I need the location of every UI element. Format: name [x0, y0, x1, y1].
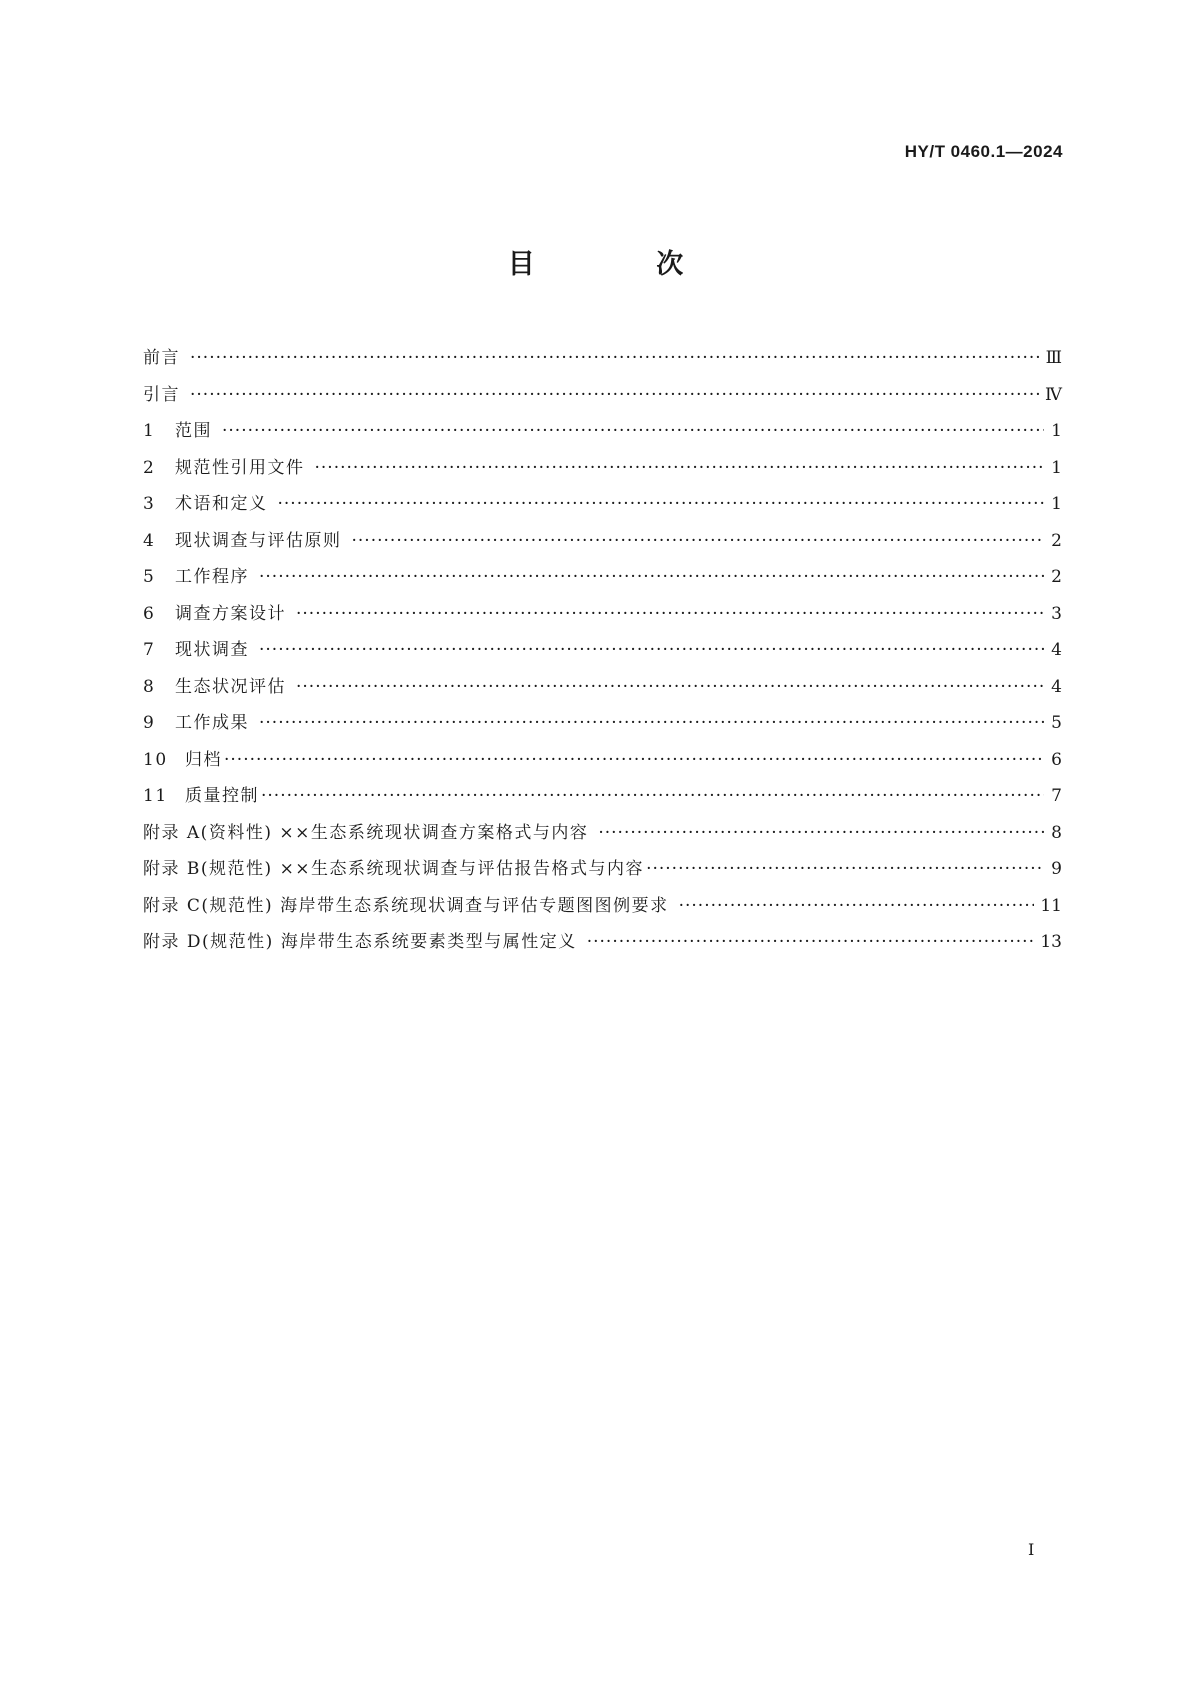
toc-entry-title: 附录 D(规范性) 海岸带生态系统要素类型与属性定义 — [143, 932, 577, 952]
toc-entry-label — [143, 632, 249, 669]
dot-leader — [296, 669, 1044, 706]
toc-entry-number: 2 — [143, 457, 156, 478]
dot-leader — [679, 888, 1035, 925]
toc-entry-title: 调查方案设计 — [175, 603, 286, 624]
toc-entry-page: Ⅳ — [1045, 384, 1062, 405]
toc-entry-number: 1 — [143, 421, 156, 441]
toc-entry-appendix-c[interactable] — [143, 888, 1062, 925]
toc-entry-page: Ⅲ — [1045, 348, 1062, 368]
toc-entry-number: 7 — [143, 640, 156, 660]
toc-entry-10[interactable] — [143, 742, 1062, 779]
toc-entry-label — [143, 523, 342, 560]
toc-entry-page: 7 — [1051, 786, 1062, 806]
toc-entry-page: 3 — [1051, 603, 1062, 624]
toc-entry-page: 1 — [1051, 421, 1062, 441]
toc-entry-page: 2 — [1051, 530, 1062, 551]
toc-entry-number: 6 — [143, 603, 156, 624]
toc-entry-page: 11 — [1040, 895, 1062, 916]
page-title: 目 次 — [507, 249, 740, 280]
toc-entry-6[interactable] — [143, 596, 1062, 633]
toc-entry-appendix-a[interactable] — [143, 815, 1062, 852]
dot-leader — [587, 924, 1035, 961]
toc-entry-1[interactable] — [143, 413, 1062, 450]
toc-entry-number: 10 — [143, 749, 168, 770]
toc-entry-page: 4 — [1051, 640, 1062, 660]
dot-leader — [259, 632, 1044, 669]
toc-entry-number: 3 — [143, 494, 156, 514]
toc-entry-page: 9 — [1051, 859, 1062, 879]
toc-entry-label — [143, 413, 212, 450]
toc-entry-page: 1 — [1051, 494, 1062, 514]
toc-entry-label — [143, 559, 249, 596]
dot-leader — [598, 815, 1044, 852]
toc-entry-number: 8 — [143, 676, 156, 697]
toc-entry-title: 质量控制 — [185, 786, 259, 806]
toc-entry-page: 8 — [1051, 822, 1062, 843]
toc-entry-label — [143, 705, 249, 742]
toc-entry-title: 术语和定义 — [175, 494, 268, 514]
dot-leader — [296, 596, 1044, 633]
toc-entry-title: 现状调查 — [175, 640, 249, 660]
standard-code: HY/T 0460.1—2024 — [904, 142, 1063, 161]
toc-entry-label — [143, 778, 259, 815]
dot-leader — [352, 523, 1045, 560]
toc-entry-label — [143, 450, 305, 487]
dot-leader — [259, 559, 1044, 596]
toc-entry-title: 附录 B(规范性) ××生态系统现状调查与评估报告格式与内容 — [143, 859, 645, 879]
toc-entry-2[interactable] — [143, 450, 1062, 487]
toc-entry-title: 工作成果 — [175, 713, 249, 733]
toc-entry-page: 1 — [1051, 457, 1062, 478]
toc-entry-title: 附录 A(资料性) ××生态系统现状调查方案格式与内容 — [143, 822, 589, 843]
toc-entry-title: 范围 — [175, 421, 212, 441]
toc-entry-number: 5 — [143, 567, 156, 587]
toc-entry-appendix-d[interactable] — [143, 924, 1062, 961]
toc-entry-8[interactable] — [143, 669, 1062, 706]
toc-entry-label — [143, 486, 268, 523]
toc-entry-title: 引言 — [143, 384, 180, 405]
toc-entry-title: 附录 C(规范性) 海岸带生态系统现状调查与评估专题图图例要求 — [143, 895, 669, 916]
toc-entry-introduction[interactable] — [143, 377, 1062, 414]
dot-leader — [315, 450, 1045, 487]
toc-entry-page: 2 — [1051, 567, 1062, 587]
toc-entry-page: 4 — [1051, 676, 1062, 697]
toc-entry-appendix-b[interactable] — [143, 851, 1062, 888]
dot-leader — [222, 413, 1044, 450]
dot-leader — [646, 851, 1044, 888]
toc-entry-9[interactable] — [143, 705, 1062, 742]
toc-entry-7[interactable] — [143, 632, 1062, 669]
toc-entry-preface[interactable] — [143, 340, 1062, 377]
toc-entry-page: 6 — [1051, 749, 1062, 770]
toc-entry-label — [143, 669, 286, 706]
page-number: Ⅰ — [1028, 1540, 1035, 1559]
dot-leader — [190, 377, 1039, 414]
toc-entry-title: 归档 — [185, 749, 222, 770]
toc-entry-label — [143, 742, 222, 779]
toc-entry-title: 前言 — [143, 348, 180, 368]
dot-leader — [278, 486, 1045, 523]
toc-entry-4[interactable] — [143, 523, 1062, 560]
toc-entry-5[interactable] — [143, 559, 1062, 596]
toc-entry-number: 9 — [143, 713, 156, 733]
toc-entry-3[interactable] — [143, 486, 1062, 523]
toc-entry-title: 规范性引用文件 — [175, 457, 305, 478]
dot-leader — [224, 742, 1044, 779]
dot-leader — [259, 705, 1044, 742]
toc-entry-title: 现状调查与评估原则 — [175, 530, 342, 551]
toc-entry-label — [143, 596, 286, 633]
dot-leader — [261, 778, 1044, 815]
toc-entry-number: 4 — [143, 530, 156, 551]
toc-entry-number: 11 — [143, 786, 168, 806]
toc-entry-11[interactable] — [143, 778, 1062, 815]
dot-leader — [190, 340, 1040, 377]
table-of-contents — [143, 340, 1062, 961]
toc-entry-title: 生态状况评估 — [175, 676, 286, 697]
toc-entry-page: 13 — [1040, 932, 1062, 952]
toc-entry-title: 工作程序 — [175, 567, 249, 587]
toc-entry-page: 5 — [1051, 713, 1062, 733]
